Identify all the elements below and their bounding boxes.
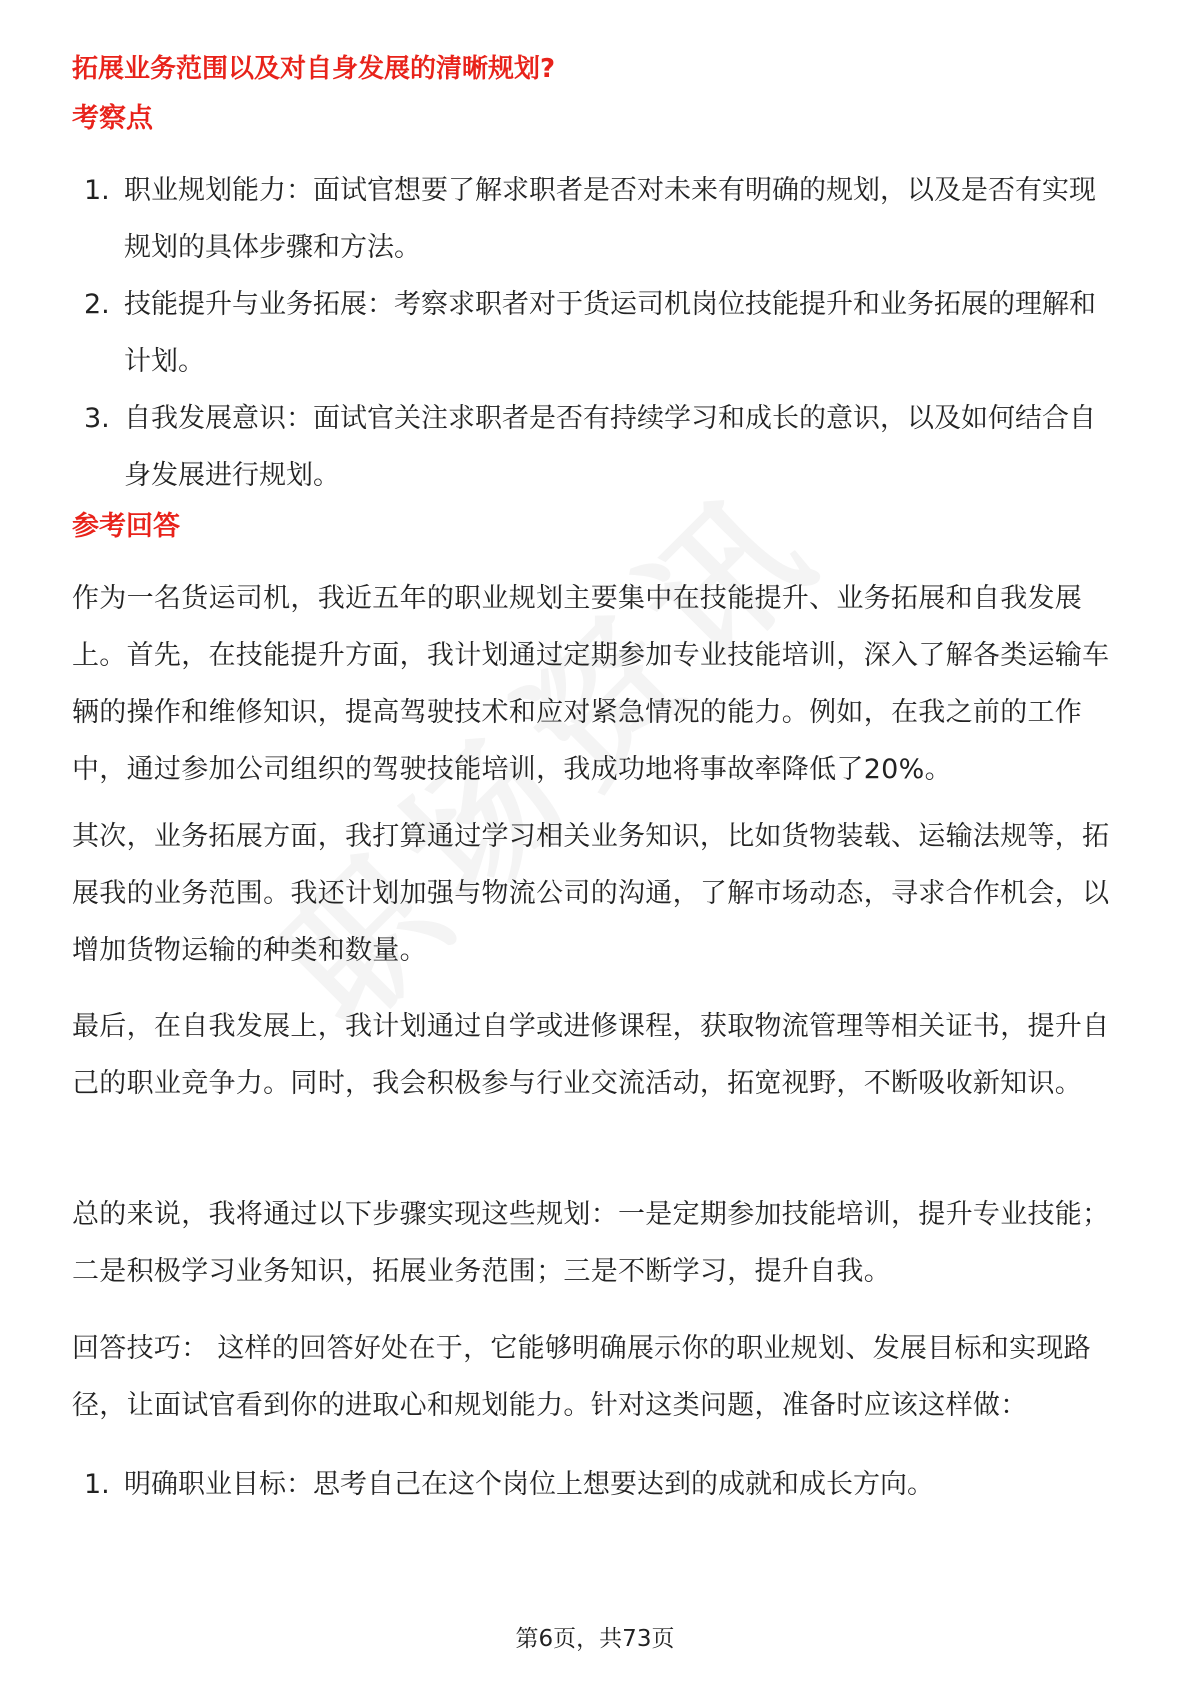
list-item [72,1456,1120,1513]
list-number: 1. [84,175,110,206]
answer-paragraph-2: 其次，业务拓展方面，我打算通过学习相关业务知识，比如货物装载、运输法规等，拓展我的业务范围。我还计划加强与物流公司的沟通，了解市场动态，寻求合作机会，以增加货物运输的种类和数量。 [72,821,1110,966]
section-heading-exam-points: 考察点 [72,103,153,134]
list-item-text: 自我发展意识：面试官关注求职者是否有持续学习和成长的意识，以及如何结合自身发展进行规划。 [124,403,1096,491]
section-heading-reference-answer: 参考回答 [72,511,180,542]
question-title: 拓展业务范围以及对自身发展的清晰规划? [72,54,556,84]
page-footer: 第6页，共73页 [515,1626,675,1652]
answer-paragraph-1: 作为一名货运司机，我近五年的职业规划主要集中在技能提升、业务拓展和自我发展上。首先，在技能提升方面，我计划通过定期参加专业技能培训，深入了解各类运输车辆的操作和维修知识，提高驾驶技术和应对紧急情况的能力。例如，在我之前的工作中，通过参加公司组织的驾驶技能培训，我成功地将事故率降低了20%。 [72,583,1110,785]
list-item [72,390,1120,504]
list-item-text: 明确职业目标：思考自己在这个岗位上想要达到的成就和成长方向。 [124,1469,934,1500]
answer-tips-paragraph: 回答技巧： 这样的回答好处在于，它能够明确展示你的职业规划、发展目标和实现路径，让面试官看到你的进取心和规划能力。针对这类问题，准备时应该这样做： [72,1333,1091,1421]
list-number: 3. [84,403,110,434]
list-number: 1. [84,1469,110,1500]
list-item [72,162,1120,276]
answer-paragraph-4: 总的来说，我将通过以下步骤实现这些规划：一是定期参加技能培训，提升专业技能；二是积极学习业务知识，拓展业务范围；三是不断学习，提升自我。 [72,1199,1110,1287]
list-number: 2. [84,289,110,320]
tips-list [72,1456,1120,1513]
answer-paragraph-3: 最后，在自我发展上，我计划通过自学或进修课程，获取物流管理等相关证书，提升自己的职业竞争力。同时，我会积极参与行业交流活动，拓宽视野，不断吸收新知识。 [72,1011,1110,1099]
list-item [72,276,1120,390]
exam-points-list [72,162,1120,504]
list-item-text: 技能提升与业务拓展：考察求职者对于货运司机岗位技能提升和业务拓展的理解和计划。 [124,289,1096,377]
list-item-text: 职业规划能力：面试官想要了解求职者是否对未来有明确的规划，以及是否有实现规划的具体步骤和方法。 [124,175,1096,263]
